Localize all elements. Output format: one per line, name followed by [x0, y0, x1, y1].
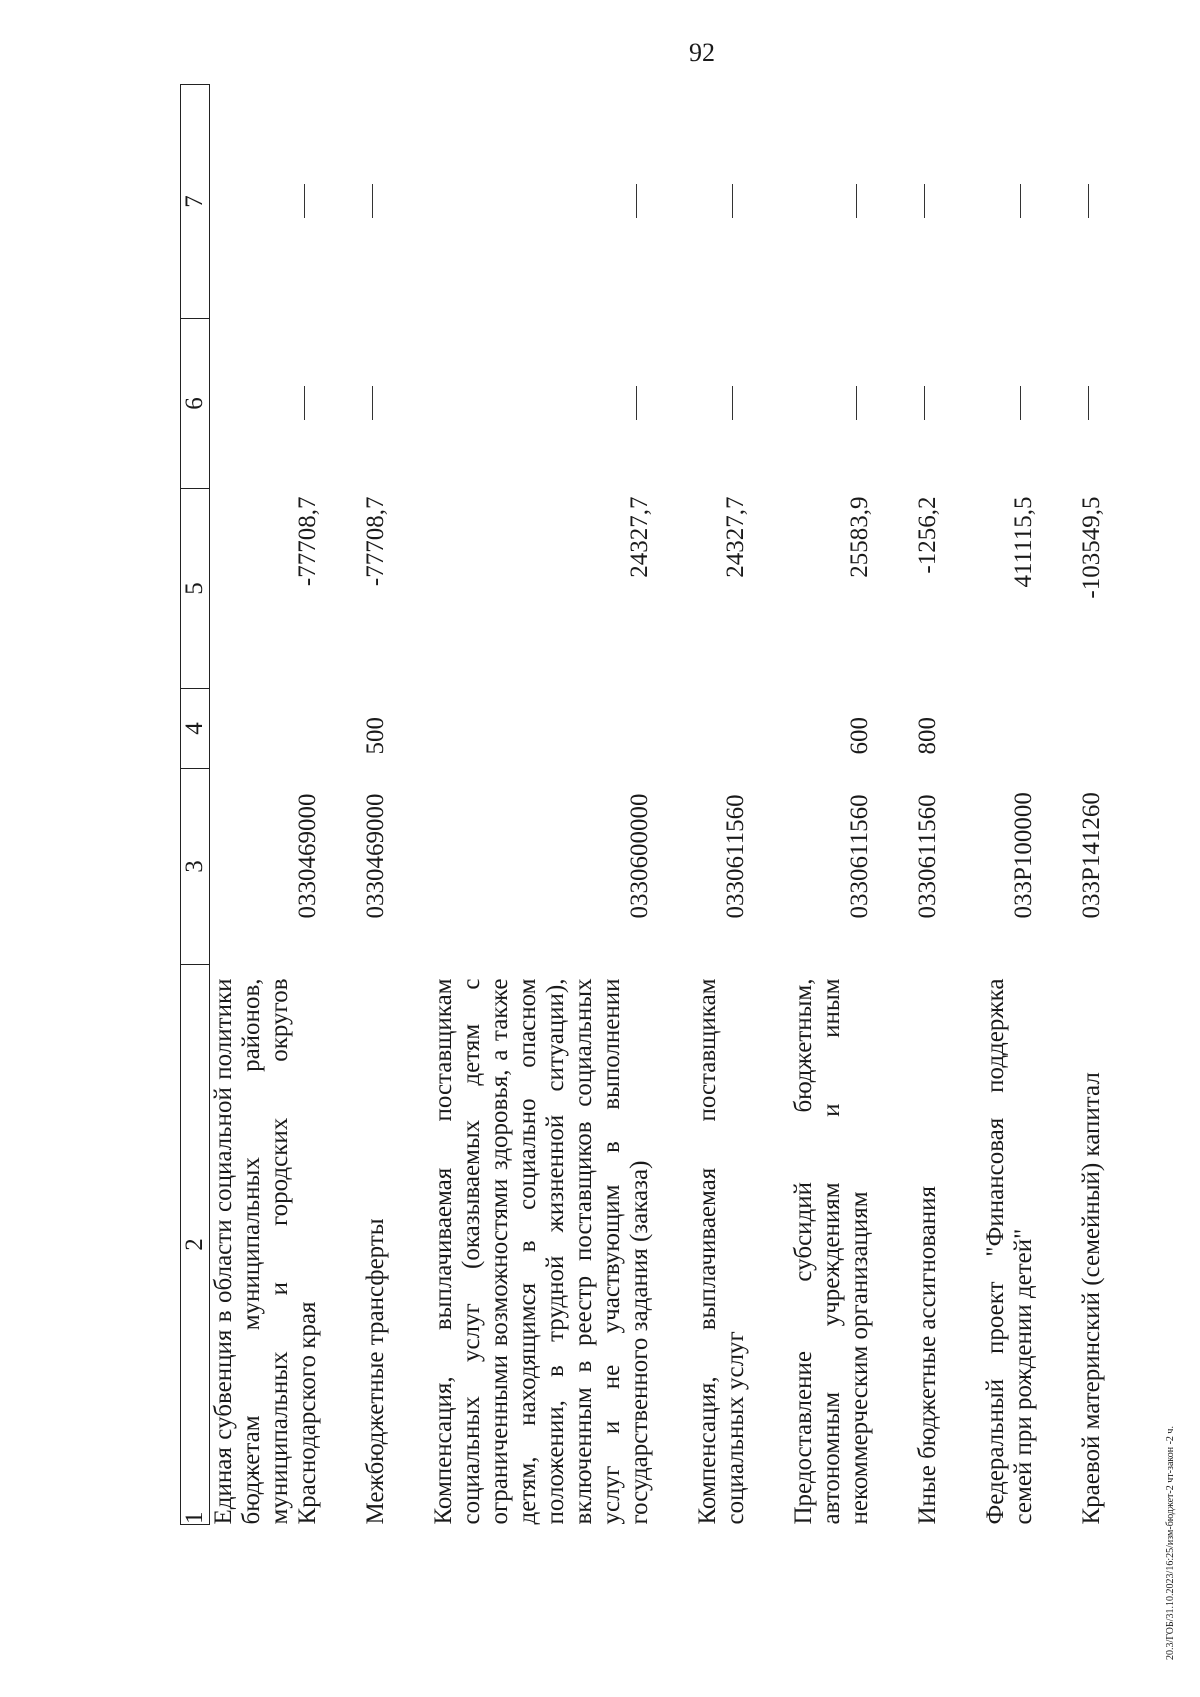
table-row: [390, 85, 654, 1525]
dash-mark: [732, 387, 733, 421]
dash-mark: [924, 185, 925, 219]
row-col6-cell: [390, 319, 654, 489]
footer: [1165, 4, 1176, 1664]
budget-table-rotated: [180, 85, 1106, 1525]
dash-mark: [636, 185, 637, 219]
row-code-cell: 0330469000: [294, 793, 321, 919]
row-col6-cell: [210, 319, 323, 489]
dash-mark: [1088, 387, 1089, 421]
row-col7-cell: [874, 85, 942, 319]
row-amount-cell: 25583,9: [846, 496, 873, 578]
row-col6-cell: [1038, 319, 1106, 489]
row-col7-cell: [390, 85, 654, 319]
table-header-row: 1 2 3 4 5 6 7: [181, 85, 210, 1525]
table-row: [1038, 85, 1106, 1525]
row-name-cell: Краевой материнский (семейный) капитал: [1078, 1072, 1105, 1525]
row-col7-cell: [942, 85, 1038, 319]
dash-mark: [304, 387, 305, 421]
row-type-cell: [942, 689, 1038, 769]
row-type-cell: [654, 689, 750, 769]
row-type-cell: [390, 689, 654, 769]
col-header-3: 3: [181, 769, 210, 965]
row-amount-cell: 411115,5: [1010, 496, 1037, 588]
row-code-cell: 0330611560: [846, 794, 873, 919]
row-col7-cell: [654, 85, 750, 319]
dash-mark: [636, 387, 637, 421]
dash-mark: [1020, 185, 1021, 219]
row-col6-cell: [942, 319, 1038, 489]
row-type-cell: 600: [846, 717, 873, 755]
row-amount-cell: -77708,7: [362, 496, 389, 587]
row-code-cell: 0330611560: [722, 794, 749, 919]
col-header-2: 2: [181, 965, 210, 1525]
table-row: [210, 85, 323, 1525]
row-col6-cell: [322, 319, 390, 489]
row-type-cell: [1038, 689, 1106, 769]
row-amount-cell: 24327,7: [722, 496, 749, 578]
table-row: [750, 85, 874, 1525]
row-name-cell: Предоставление субсидий бюджетным, автономным учреждениям и иным некоммерческим организациям: [790, 978, 873, 1525]
row-type-cell: 800: [914, 717, 941, 755]
row-code-cell: 0330600000: [626, 793, 653, 919]
row-name-cell: Иные бюджетные ассигнования: [914, 1185, 941, 1525]
row-col6-cell: [874, 319, 942, 489]
dash-mark: [304, 185, 305, 219]
row-col7-cell: [322, 85, 390, 319]
table-row: [322, 85, 390, 1525]
row-name-cell: Компенсация, выплачиваемая поставщикам социальных услуг (оказываемых детям с ограниченными возможностями здоровья, а также детям, находящимся в социально опасном положении, в трудной жизненной ситуации), включенным в реестр поставщиков социальных услуг и не участвующим в выполнении государственного задания (заказа): [430, 978, 653, 1525]
dash-mark: [372, 387, 373, 421]
dash-mark: [372, 185, 373, 219]
row-type-cell: [210, 689, 323, 769]
table-row: [654, 85, 750, 1525]
row-col7-cell: [1038, 85, 1106, 319]
row-code-cell: 033P100000: [1010, 792, 1037, 919]
row-col7-cell: [750, 85, 874, 319]
row-name-cell: Федеральный проект "Финансовая поддержка семей при рождении детей": [982, 978, 1037, 1525]
row-name-cell: Единая субвенция в области социальной политики бюджетам муниципальных районов, муниципальных и городских округов Краснодарского края: [210, 978, 321, 1525]
dash-mark: [856, 387, 857, 421]
dash-mark: [1020, 387, 1021, 421]
dash-mark: [856, 185, 857, 219]
row-type-cell: 500: [362, 717, 389, 755]
table-row: [874, 85, 942, 1525]
row-code-cell: 033P141260: [1078, 792, 1105, 919]
row-amount-cell: 24327,7: [626, 496, 653, 578]
row-name-cell: Компенсация, выплачиваемая поставщикам социальных услуг: [694, 978, 749, 1525]
dash-mark: [732, 185, 733, 219]
row-amount-cell: -103549,5: [1078, 496, 1105, 599]
table-body: [210, 85, 1107, 1525]
row-col7-cell: [210, 85, 323, 319]
row-col6-cell: [750, 319, 874, 489]
footer-text: 20.3/ГОБ/31.10.2023/16:25/изм-бюджет-2 чт-закон -2 ч.: [1165, 1426, 1176, 1660]
table-row: [942, 85, 1038, 1525]
row-code-cell: 0330611560: [914, 794, 941, 919]
budget-table: [180, 84, 1106, 1525]
col-header-7: 7: [181, 85, 210, 319]
dash-mark: [1088, 185, 1089, 219]
row-name-cell: Межбюджетные трансферты: [362, 1218, 389, 1525]
col-header-4: 4: [181, 689, 210, 769]
row-amount-cell: -1256,2: [914, 496, 941, 574]
col-header-5: 5: [181, 489, 210, 689]
col-header-6: 6: [181, 319, 210, 489]
row-amount-cell: -77708,7: [294, 496, 321, 587]
row-code-cell: 0330469000: [362, 793, 389, 919]
page-number: 92: [689, 38, 715, 67]
row-col6-cell: [654, 319, 750, 489]
dash-mark: [924, 387, 925, 421]
